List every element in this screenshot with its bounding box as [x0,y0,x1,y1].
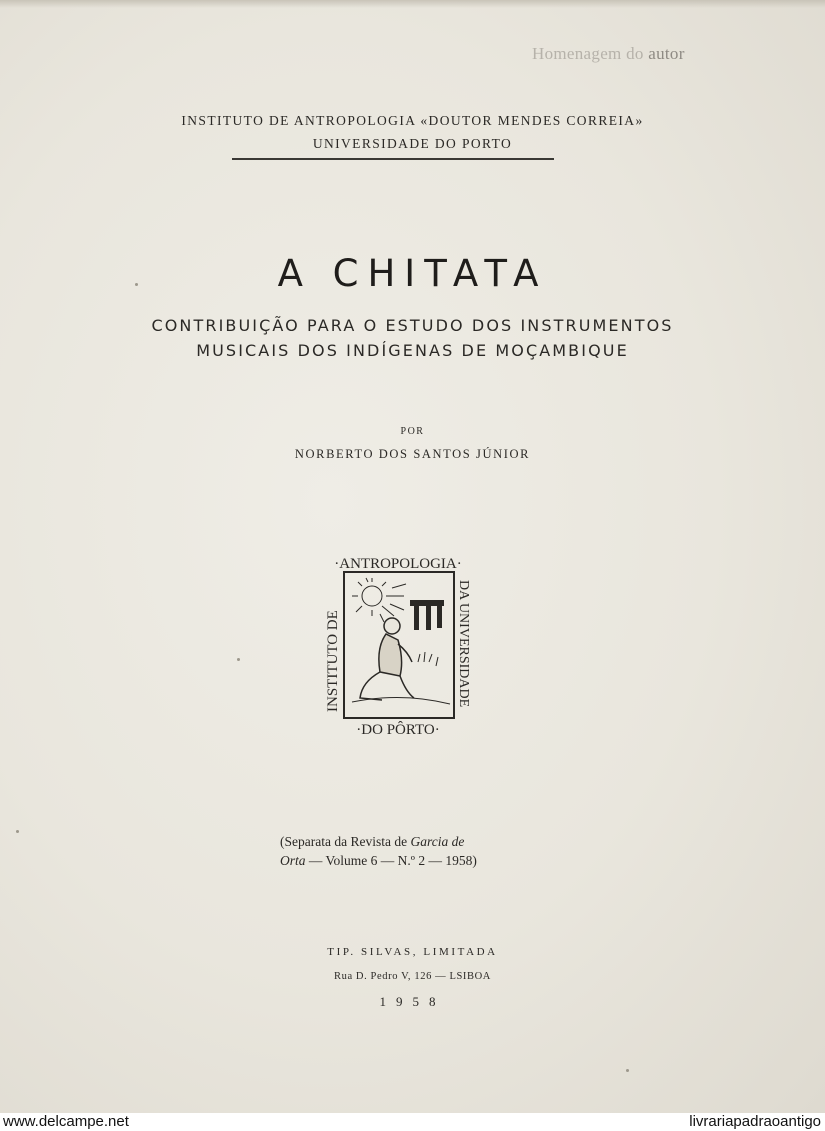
dedication-stamp [532,44,782,64]
emblem-right-text: DA UNIVERSIDADE [456,580,471,708]
subtitle-line-1: CONTRIBUIÇÃO PARA O ESTUDO DOS INSTRUMENTOS [151,316,674,335]
paper-speck [626,1069,629,1072]
emblem-bottom-text: ·DO PÔRTO· [356,722,440,738]
subtitle [0,313,825,363]
page-shadow [0,0,825,8]
emblem-left-text: INSTITUTO DE [325,610,341,712]
separata-journal-2: Orta [280,853,306,868]
institute-name: INSTITUTO DE ANTROPOLOGIA «DOUTOR MENDES CORREIA» [181,113,644,128]
footer-left-site: www.delcampe.net [3,1113,129,1130]
stamp-emph: autor [648,44,685,63]
footer-right-site: livrariapadraoantigo [689,1113,821,1130]
printer-address: Rua D. Pedro V, 126 — LSIBOA [333,971,491,982]
separata-text-1: (Separata da Revista de [280,834,411,849]
figure-icon [352,618,450,704]
publication-year: 1958 [379,994,446,1009]
header-divider [232,158,554,160]
university-name: UNIVERSIDADE DO PORTO [312,136,513,151]
subtitle-line-2: MUSICAIS DOS INDÍGENAS DE MOÇAMBIQUE [196,341,629,360]
author-name: NORBERTO DOS SANTOS JÚNIOR [294,447,531,461]
byline-por: POR [400,426,425,437]
page-title: A CHITATA [277,252,548,295]
printer-name: TIP. SILVAS, LIMITADA [327,946,498,958]
sun-icon [352,578,406,622]
paper-speck [237,658,240,661]
stamp-prefix: Homenagem do [532,44,649,63]
institution-header [0,109,825,155]
separata-note [280,832,540,870]
emblem-top-text: ·ANTROPOLOGIA· [334,556,462,572]
separata-journal-1: Garcia de [410,834,465,849]
paper-speck [16,830,19,833]
dolmen-icon [410,600,444,630]
institute-emblem [322,552,474,738]
separata-text-2: — Volume 6 — N.º 2 — 1958) [305,853,477,868]
watermark-footer [0,1113,825,1131]
